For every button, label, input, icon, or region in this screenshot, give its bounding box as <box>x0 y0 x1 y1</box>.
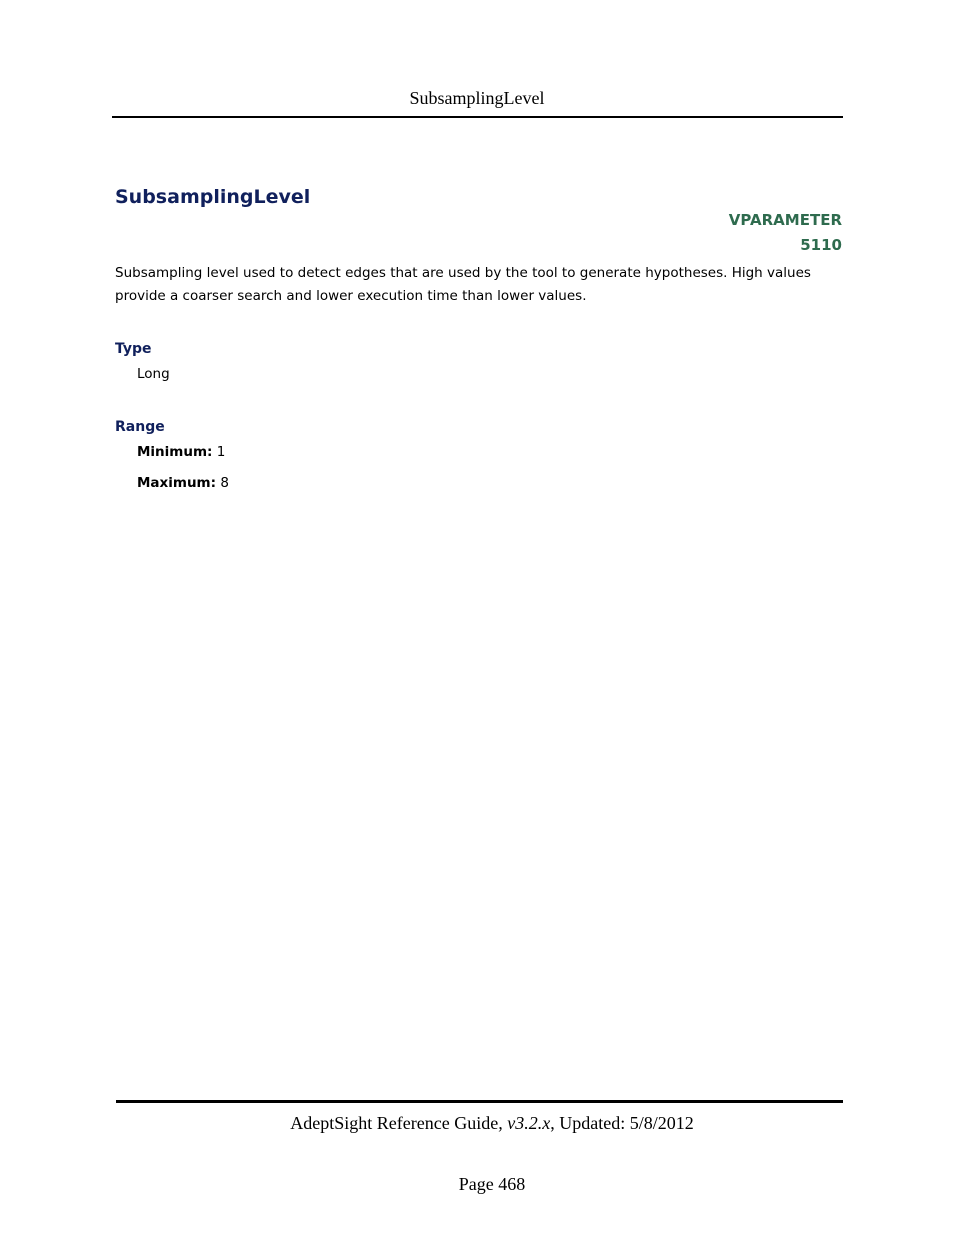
topic-description: Subsampling level used to detect edges that are used by the tool to generate hypotheses. High values provide a coarser search and lower execution time than lower values. <box>115 265 811 304</box>
header-divider <box>112 116 843 118</box>
range-minimum <box>137 443 225 461</box>
minimum-label: Minimum: <box>137 444 213 460</box>
footer-guide-line <box>30 1112 954 1134</box>
guide-title: AdeptSight Reference Guide <box>290 1113 499 1133</box>
range-heading: Range <box>115 419 165 435</box>
vparameter-label: VPARAMETER <box>728 211 842 229</box>
type-value: Long <box>137 366 170 382</box>
footer-divider <box>116 1100 843 1103</box>
guide-version: , v3.2.x <box>498 1113 551 1133</box>
type-heading: Type <box>115 341 152 357</box>
page-number: Page 468 <box>458 1174 526 1194</box>
vparameter-number: 5110 <box>800 236 842 254</box>
vparameter-block <box>729 208 842 258</box>
running-header: SubsamplingLevel <box>409 88 545 108</box>
maximum-label: Maximum: <box>137 475 217 491</box>
topic-title: SubsamplingLevel <box>115 186 311 208</box>
guide-updated: , Updated: 5/8/2012 <box>550 1113 694 1133</box>
range-maximum <box>137 474 229 492</box>
minimum-value: 1 <box>216 444 226 460</box>
maximum-value: 8 <box>220 475 229 491</box>
